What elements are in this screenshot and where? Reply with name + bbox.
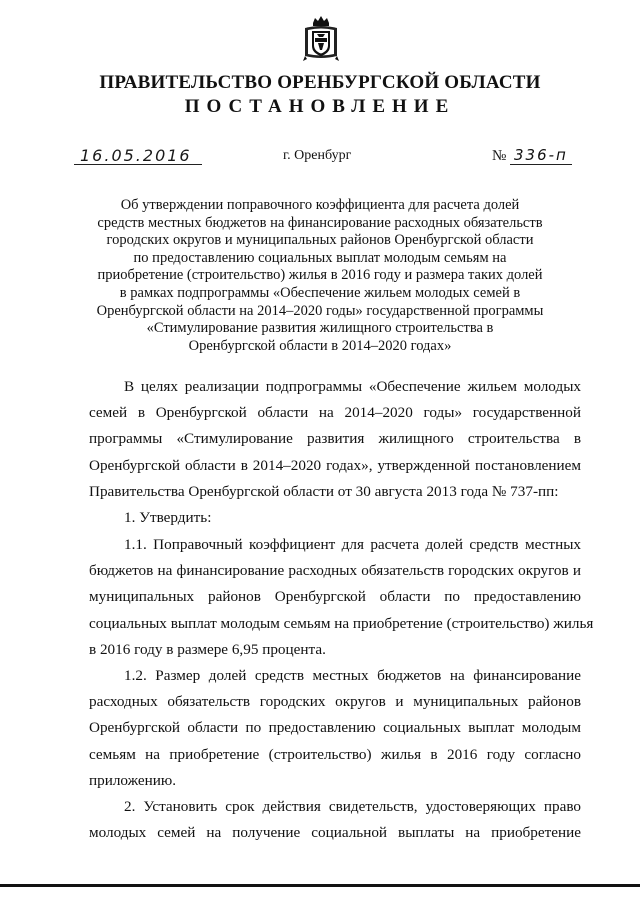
paragraph-item-2: [89, 794, 581, 846]
document-number: 336-п: [514, 146, 568, 164]
date-underline: [74, 164, 202, 165]
number-underline: [510, 164, 572, 165]
text-line: молодых семей на получение социальной выплаты на приобретение: [89, 824, 581, 842]
document-subject: [90, 197, 550, 355]
text-line: В целях реализации подпрограммы «Обеспечение жильем молодых: [124, 378, 581, 395]
text-line: социальных выплат молодым семьям на приобретение (строительство) жилья: [89, 614, 594, 632]
subject-line: приобретение (строительство) жилья в 2016 году и размера таких долей: [97, 267, 543, 284]
text-line: 2. Установить срок действия свидетельств, удостоверяющих право: [124, 798, 581, 815]
text-line: 1.2. Размер долей средств местных бюджетов на финансирование: [124, 667, 581, 684]
subject-line: Об утверждении поправочного коэффициента для расчета долей: [120, 197, 520, 213]
paragraph-preamble: [89, 374, 581, 505]
page-bottom-edge: [0, 884, 640, 887]
subject-line: средств местных бюджетов на финансирование расходных обязательств: [97, 214, 543, 231]
text-line: Оренбургской области в 2014–2020 годах», утвержденной постановлением: [89, 456, 581, 474]
text-line: расходных обязательств городских округов и муниципальных районов: [89, 693, 581, 711]
subject-line: городских округов и муниципальных районов Оренбургской области: [106, 232, 534, 249]
coat-of-arms-icon: [302, 14, 340, 62]
text-line: семьям на приобретение (строительство) жилья в 2016 году согласно: [89, 745, 581, 763]
text-line: бюджетов на финансирование расходных обязательств городских округов и: [89, 562, 581, 580]
document-date: 16.05.2016: [80, 146, 192, 165]
text-line: Правительства Оренбургской области от 30 августа 2013 года № 737-пп:: [89, 482, 559, 500]
subject-line: в рамках подпрограммы «Обеспечение жильем молодых семей в: [119, 284, 521, 301]
document-city: г. Оренбург: [283, 148, 352, 163]
subject-line: «Стимулирование развития жилищного строительства в: [146, 320, 494, 337]
subject-line: Оренбургской области на 2014–2020 годы» государственной программы: [96, 302, 544, 319]
text-line: муниципальных районов Оренбургской области по предоставлению: [89, 588, 581, 606]
text-line: 1.1. Поправочный коэффициент для расчета долей средств местных: [124, 536, 581, 553]
document-type: ПОСТАНОВЛЕНИЕ: [184, 96, 456, 117]
government-title: ПРАВИТЕЛЬСТВО ОРЕНБУРГСКОЙ ОБЛАСТИ: [99, 72, 541, 93]
subject-line: Оренбургской области в 2014–2020 годах»: [188, 337, 452, 354]
paragraph-item-1-1: [89, 532, 594, 663]
paragraph-item-1: [89, 505, 581, 531]
text-line: в 2016 году в размере 6,95 процента.: [89, 640, 326, 658]
text-line: программы «Стимулирование развития жилищного строительства в: [89, 430, 581, 448]
text-line: семей в Оренбургской области на 2014–2020 годы» государственной: [89, 404, 581, 422]
text-line: приложению.: [89, 771, 177, 789]
text-line: Оренбургской области по предоставлению социальных выплат молодым: [89, 719, 581, 737]
paragraph-item-1-2: [89, 663, 581, 794]
text-line: 1. Утвердить:: [124, 509, 212, 526]
subject-line: по предоставлению социальных выплат молодым семьям на: [133, 249, 507, 266]
number-sign: №: [492, 148, 507, 164]
